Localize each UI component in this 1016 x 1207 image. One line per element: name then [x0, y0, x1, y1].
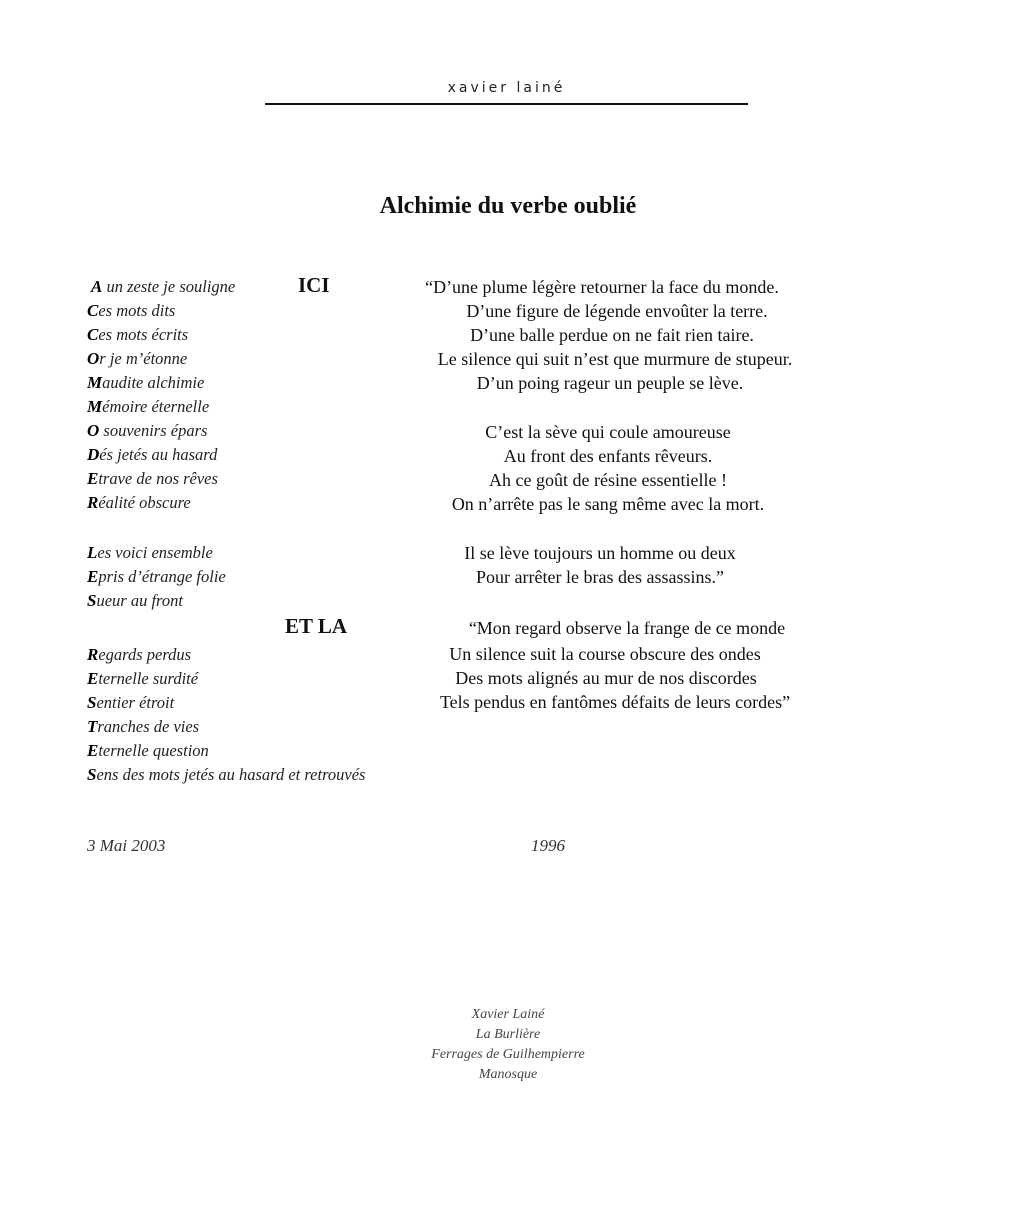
- acrostic-rest: entier étroit: [96, 693, 175, 712]
- acrostic-initial: O: [87, 349, 100, 368]
- acrostic-initial: T: [87, 717, 98, 736]
- acrostic-rest: audite alchimie: [102, 373, 205, 392]
- header-rule: [265, 103, 748, 105]
- acrostic-rest: ranches de vies: [97, 717, 200, 736]
- acrostic-rest: ueur au front: [96, 591, 183, 610]
- acrostic-initial: E: [87, 567, 99, 586]
- poem-date: 1996: [531, 836, 565, 855]
- acrostic-line: [87, 467, 218, 491]
- poem-line: On n’arrête pas le sang même avec la mort.: [451, 494, 765, 514]
- poem-line: Pour arrêter le bras des assassins.”: [476, 567, 724, 587]
- address-line: Xavier Lainé: [471, 1007, 545, 1022]
- acrostic-line: [87, 395, 209, 419]
- section-heading-et-la: ET LA: [285, 614, 348, 638]
- acrostic-line: [87, 763, 365, 787]
- poem-line: Ah ce goût de résine essentielle !: [489, 470, 727, 490]
- poem-line: C’est la sève qui coule amoureuse: [485, 422, 731, 442]
- acrostic-rest: souvenirs épars: [99, 421, 208, 440]
- acrostic-line: [87, 643, 191, 667]
- acrostic-initial: C: [87, 325, 99, 344]
- acrostic-rest: egards perdus: [98, 645, 192, 664]
- acrostic-rest: r je m’étonne: [99, 349, 188, 368]
- poem-line: D’une balle perdue on ne fait rien taire.: [470, 325, 754, 345]
- poem-line: Tels pendus en fantômes défaits de leurs cordes”: [439, 692, 791, 712]
- acrostic-line: [87, 667, 198, 691]
- author-address: [0, 1005, 1016, 1085]
- acrostic-line: [87, 541, 213, 565]
- acrostic-initial: R: [87, 645, 99, 664]
- acrostic-rest: ens des mots jetés au hasard et retrouvés: [96, 765, 366, 784]
- acrostic-initial: C: [87, 301, 99, 320]
- acrostic-line: [87, 419, 207, 443]
- section-heading-ici: ICI: [298, 273, 330, 297]
- acrostic-line: [87, 443, 217, 467]
- acrostic-initial: S: [87, 765, 97, 784]
- acrostic-line: [87, 347, 187, 371]
- acrostic-line: [91, 275, 235, 299]
- poem-line: Il se lève toujours un homme ou deux: [464, 543, 736, 563]
- poem-line: D’une figure de légende envoûter la terre.: [466, 301, 768, 321]
- poem-line: Un silence suit la course obscure des ondes: [449, 644, 761, 664]
- acrostic-rest: un zeste je souligne: [102, 277, 236, 296]
- acrostic-initial: O: [87, 421, 100, 440]
- acrostic-line: [87, 565, 226, 589]
- acrostic-initial: E: [87, 669, 99, 688]
- acrostic-rest: ternelle surdité: [98, 669, 199, 688]
- acrostic-rest: ternelle question: [98, 741, 209, 760]
- acrostic-initial: A: [91, 277, 103, 296]
- acrostic-rest: trave de nos rêves: [98, 469, 218, 488]
- poem-line: Le silence qui suit n’est que murmure de stupeur.: [437, 349, 793, 369]
- acrostic-line: [87, 323, 188, 347]
- acrostic-rest: es voici ensemble: [97, 543, 213, 562]
- acrostic-date: 3 Mai 2003: [87, 836, 166, 855]
- address-line: La Burlière: [475, 1027, 541, 1042]
- acrostic-line: [87, 491, 191, 515]
- acrostic-rest: éalité obscure: [98, 493, 191, 512]
- poem-line: “Mon regard observe la frange de ce monde: [468, 618, 786, 638]
- acrostic-initial: E: [87, 741, 99, 760]
- acrostic-initial: M: [87, 373, 103, 392]
- acrostic-rest: es mots écrits: [98, 325, 189, 344]
- poem-line: Au front des enfants rêveurs.: [503, 446, 713, 466]
- running-header-author: xavier lainé: [447, 80, 566, 96]
- acrostic-initial: L: [87, 543, 98, 562]
- poem-line: D’un poing rageur un peuple se lève.: [476, 373, 744, 393]
- acrostic-line: [87, 299, 175, 323]
- acrostic-line: [87, 715, 199, 739]
- poem-line: “D’une plume légère retourner la face du monde.: [425, 277, 779, 297]
- acrostic-line: [87, 691, 174, 715]
- acrostic-rest: émoire éternelle: [102, 397, 210, 416]
- acrostic-line: [87, 371, 204, 395]
- poem-line: Des mots alignés au mur de nos discordes: [455, 668, 757, 688]
- acrostic-rest: és jetés au hasard: [99, 445, 218, 464]
- acrostic-initial: M: [87, 397, 103, 416]
- acrostic-initial: S: [87, 693, 97, 712]
- acrostic-initial: E: [87, 469, 99, 488]
- acrostic-rest: es mots dits: [98, 301, 176, 320]
- acrostic-initial: D: [87, 445, 100, 464]
- acrostic-initial: R: [87, 493, 99, 512]
- address-line: Manosque: [478, 1067, 538, 1082]
- acrostic-rest: pris d’étrange folie: [98, 567, 226, 586]
- acrostic-line: [87, 589, 183, 613]
- page-title: Alchimie du verbe oublié: [379, 193, 637, 219]
- address-line: Ferrages de Guilhempierre: [431, 1047, 585, 1062]
- acrostic-initial: S: [87, 591, 97, 610]
- acrostic-line: [87, 739, 209, 763]
